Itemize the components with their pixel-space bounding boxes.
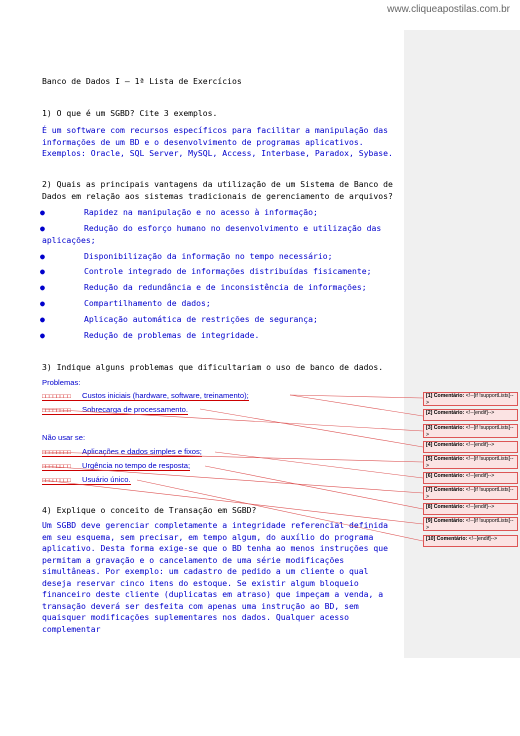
bullet-icon: ● xyxy=(40,251,45,261)
list-item: □□□□□□□□ Aplicações e dados simples e fixos; xyxy=(42,447,202,456)
question-2: 2) Quais as principais vantagens da utilização de um Sistema de Banco de Dados em relação aos sistemas tradicionais de gerenciamento de arquivos? xyxy=(42,179,393,201)
question-4: 4) Explique o conceito de Transação em SGBD? xyxy=(42,505,257,515)
connector-line xyxy=(42,480,423,524)
comment-box[interactable]: [4] Comentário: <!--[endif]--> xyxy=(423,441,518,453)
list-item: □□□□□□□□ Urgência no tempo de resposta; xyxy=(42,461,191,470)
not-use-label: Não usar se: xyxy=(42,433,86,442)
comment-box[interactable]: [6] Comentário: <!--[endif]--> xyxy=(423,472,518,484)
bullet-icon: ● xyxy=(40,330,45,340)
answer-4: Um SGBD deve gerenciar completamente a integridade referencial definida em seu esquema, sem precisar, em tempo algum, do auxílio do programa aplicativo. Desta forma exige-se que o BD tenha ao menos instruções que permitam a gravação e o cancelamento de uma série modificações simultâneas. Por exemplo: um cadastro de pedido a um cliente o qual deseja reservar cinco itens do estoque. Se existir algum bloqueio financeiro deste cliente (duplicatas em atraso) que impeçam a venda, a transação deverá ser desfeita com apenas uma instrução ao BD, sem quaisquer modificações suplementares nos dados. Qualquer acesso complementar xyxy=(42,520,388,634)
site-url[interactable]: www.cliqueapostilas.com.br xyxy=(387,4,510,15)
comment-box[interactable]: [10] Comentário: <!--[endif]--> xyxy=(423,535,518,547)
comment-box[interactable]: [7] Comentário: <!--[if !supportLists]--> xyxy=(423,486,518,500)
list-item: □□□□□□□□ Sobrecarga de processamento. xyxy=(42,405,188,414)
problems-label: Problemas: xyxy=(42,378,81,387)
comment-box[interactable]: [8] Comentário: <!--[endif]--> xyxy=(423,503,518,515)
list-marker: □□□□□□□□ xyxy=(42,476,82,485)
bullet-icon: ● xyxy=(40,314,45,324)
comment-box[interactable]: [2] Comentário: <!--[endif]--> xyxy=(423,409,518,421)
bullet-icon: ● xyxy=(40,223,45,233)
comment-box[interactable]: [9] Comentário: <!--[if !supportLists]--> xyxy=(423,517,518,531)
connector-line xyxy=(137,480,423,541)
question-3: 3) Indique alguns problemas que dificultariam o uso de banco de dados. xyxy=(42,362,384,372)
list-marker: □□□□□□□□ xyxy=(42,392,82,401)
connector-line xyxy=(290,395,423,398)
page-title: Banco de Dados I – 1ª Lista de Exercícios xyxy=(42,76,242,86)
bullet-icon: ● xyxy=(40,298,45,308)
connector-line xyxy=(42,452,423,462)
list-item: □□□□□□□□ Usuário único. xyxy=(42,475,131,484)
connector-line xyxy=(200,409,423,447)
question-1: 1) O que é um SGBD? Cite 3 exemplos. xyxy=(42,108,218,118)
connector-line xyxy=(42,466,423,493)
list-marker: □□□□□□□□ xyxy=(42,406,82,415)
bullet-icon: ● xyxy=(40,266,45,276)
connector-line xyxy=(290,395,423,416)
list-marker: □□□□□□□□ xyxy=(42,448,82,457)
comment-box[interactable]: [5] Comentário: <!--[if !supportLists]--> xyxy=(423,455,518,469)
list-marker: □□□□□□□□ xyxy=(42,462,82,471)
list-item: □□□□□□□□ Custos iniciais (hardware, software, treinamento); xyxy=(42,391,249,400)
answer-1: É um software com recursos específicos para facilitar a manipulação das informações de um BD e o desenvolvimento de programas aplicativos. Exemplos: Oracle, SQL Server, MySQL, Access, Interbase, Paradox, Sybase. xyxy=(42,125,393,158)
comment-box[interactable]: [3] Comentário: <!--[if !supportLists]--> xyxy=(423,424,518,438)
bullet-icon: ● xyxy=(40,282,45,292)
comment-box[interactable]: [1] Comentário: <!--[if !supportLists]--> xyxy=(423,392,518,406)
connector-line xyxy=(42,409,423,431)
bullet-icon: ● xyxy=(40,207,45,217)
